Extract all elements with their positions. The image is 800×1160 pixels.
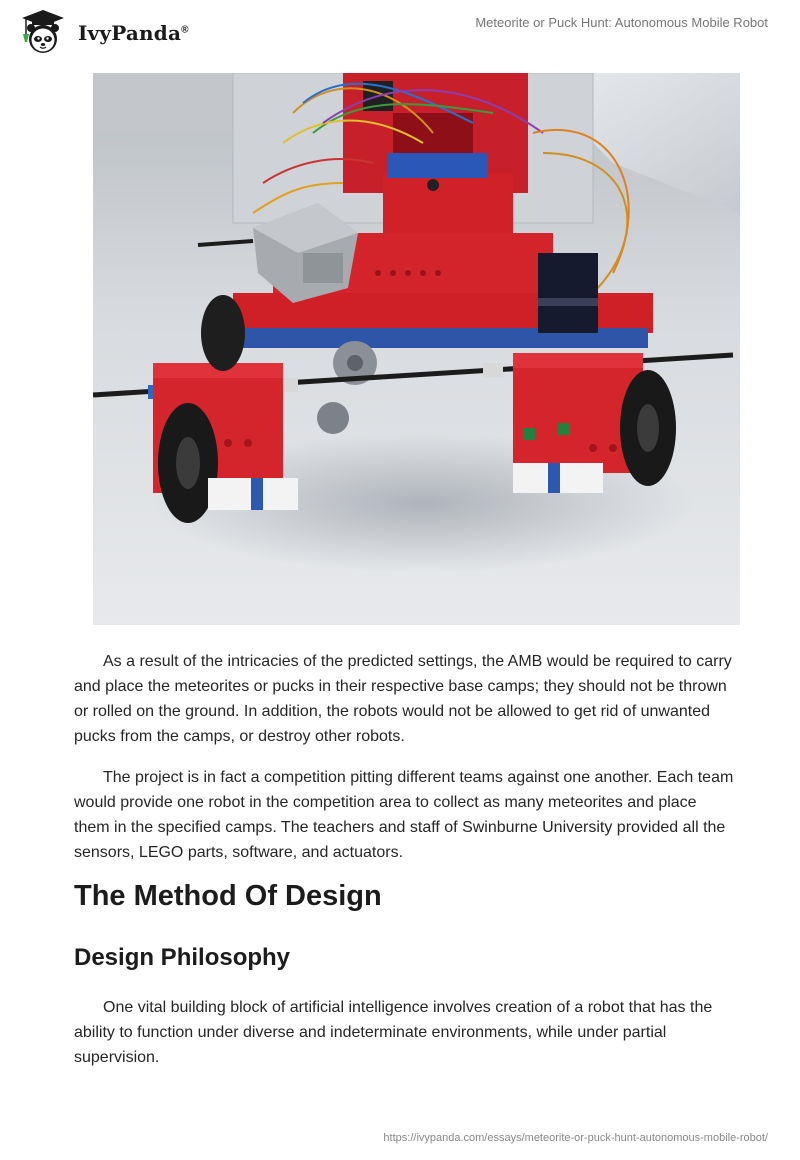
paragraph-competition: The project is in fact a competition pitting different teams against one another. Each team would provide one robot in the competition area to collect as many meteorites and place them in the specified camps. The teachers and staff of Swinburne University provided all the sensors, LEGO parts, software, and actuators.	[74, 769, 734, 861]
ivypanda-logo[interactable]	[14, 8, 189, 56]
subsection-heading: Design Philosophy	[74, 944, 291, 971]
paragraph-requirements: As a result of the intricacies of the predicted settings, the AMB would be required to carry and place the meteorites or pucks in their respective base camps; they should not be thrown or rolled on the ground. In addition, the robots would not be allowed to get rid of unwanted pucks from the camps, or destroy other robots.	[74, 653, 732, 745]
panda-graduate-icon	[14, 8, 72, 56]
lego-robot-photo-icon	[93, 73, 740, 625]
robot-photo	[93, 73, 740, 625]
page-header	[0, 0, 800, 60]
brand-name: IvyPanda®	[78, 21, 189, 45]
paragraph-philosophy: One vital building block of artificial intelligence involves creation of a robot that has the ability to function under diverse and indeterminate environments, while under partial supervision.	[74, 999, 713, 1066]
source-url-link[interactable]: https://ivypanda.com/essays/meteorite-or-puck-hunt-autonomous-mobile-robot/	[383, 1132, 768, 1144]
document-title: Meteorite or Puck Hunt: Autonomous Mobile Robot	[475, 15, 768, 30]
section-heading: The Method Of Design	[74, 880, 382, 912]
registered-mark: ®	[181, 24, 189, 36]
